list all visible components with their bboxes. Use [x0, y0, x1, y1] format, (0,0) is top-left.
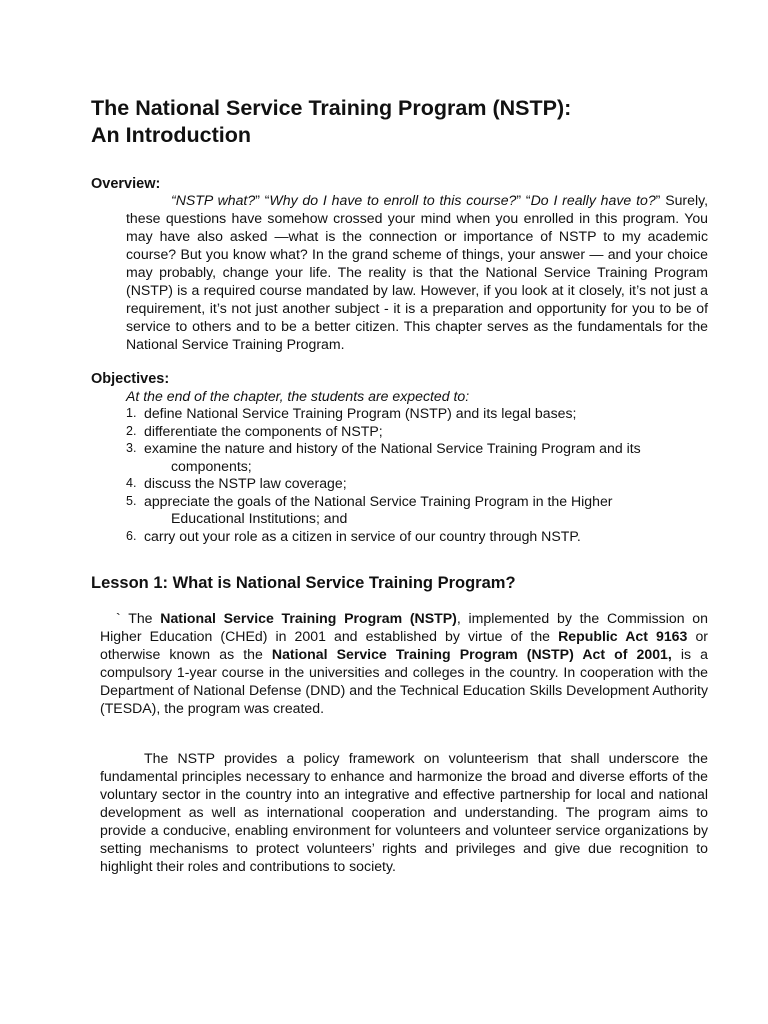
lesson-1-heading: Lesson 1: What is National Service Training Program?: [91, 574, 516, 592]
overview-question-2: Why do I have to enroll to this course?: [269, 192, 517, 208]
objective-item: 6. carry out your role as a citizen in service of our country through NSTP.: [126, 527, 581, 544]
overview-question-3: Do I really have to?: [530, 192, 656, 208]
overview-paragraph: “NSTP what?” “Why do I have to enroll to this course?” “Do I really have to?” Surely, these questions have somehow crossed your mind when you enrolled in this program. You may have also asked —what is the connection or importance of NSTP to my academic course? But you know what? In the grand scheme of things, your answer — and your choice may probably, change your life. The reality is that the National Service Training Program (NSTP) is a required course mandated by law. However, if you look at it closely, it’s not just a requirement, it’s not just another subject - it is a preparation and opportunity for you to be of service to others and to be a better citizen. This chapter serves as the fundamentals for the National Service Training Program.: [126, 192, 709, 352]
overview-question-1: “NSTP what?”: [171, 192, 260, 208]
overview-body-text: Surely, these questions have somehow crossed your mind when you enrolled in this program. You may have also asked —what is the connection or importance of NSTP to my academic course? But you know what? In the grand scheme of things, your answer — and your choice may probably, change your life. The reality is that the National Service Training Program (NSTP) is a required course mandated by law. However, if you look at it closely, it’s not just a requirement, it’s not just another subject - it is a preparation and opportunity for you to be of service to others and to be a better citizen. This chapter serves as the fundamentals for the National Service Training Program.: [126, 192, 709, 352]
objectives-list: [126, 405, 708, 545]
lesson-1-paragraph-1: ` The National Service Training Program (NSTP), implemented by the Commission on Higher Education (CHEd) in 2001 and established by virtue of the Republic Act 9163 or otherwise known as the National Service Training Program (NSTP) Act of 2001, is a compulsory 1-year course in the universities and colleges in the country. In cooperation with the Department of National Defense (DND) and the Technical Education Skills Development Authority (TESDA), the program was created.: [100, 610, 709, 716]
lesson-1-paragraph-2: The NSTP provides a policy framework on volunteerism that shall underscore the fundamental principles necessary to enhance and harmonize the broad and diverse efforts of the voluntary sector in the country into an integrative and effective partnership for local and national development as well as international cooperation and understanding. The program aims to provide a conducive, enabling environment for volunteers and volunteer service organizations by setting mechanisms to protect volunteers’ rights and privileges and give due recognition to highlight their roles and contributions to society.: [100, 750, 708, 874]
objective-item: 1. define National Service Training Program (NSTP) and its legal bases;: [126, 405, 577, 421]
objective-item: 4. discuss the NSTP law coverage;: [126, 475, 347, 491]
overview-heading: Overview:: [91, 176, 161, 192]
objectives-intro: At the end of the chapter, the students are expected to:: [126, 388, 470, 404]
title-line-2: An Introduction: [91, 123, 252, 147]
objective-item: 2. differentiate the components of NSTP;: [126, 422, 383, 439]
objective-item: 3. examine the nature and history of the National Service Training Program and its components;: [126, 440, 641, 474]
title-line-1: The National Service Training Program (NSTP):: [91, 96, 572, 120]
page-title: [91, 95, 711, 149]
objectives-heading: Objectives:: [91, 371, 170, 387]
objective-item: 5. appreciate the goals of the National Service Training Program in the Higher Educational Institutions; and: [126, 492, 613, 526]
